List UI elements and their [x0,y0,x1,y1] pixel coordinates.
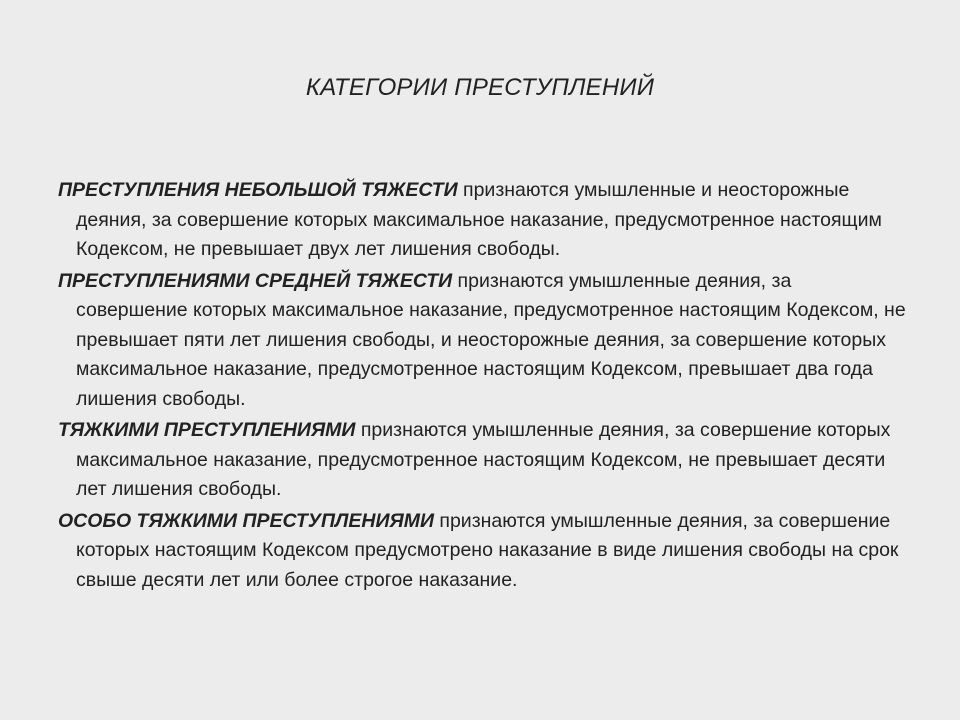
slide-title: КАТЕГОРИИ ПРЕСТУПЛЕНИЙ [305,74,655,101]
term-grave: ТЯЖКИМИ ПРЕСТУПЛЕНИЯМИ [58,419,356,441]
term-medium-gravity: ПРЕСТУПЛЕНИЯМИ СРЕДНЕЙ ТЯЖЕСТИ [58,269,453,292]
paragraph-especially-grave [58,507,906,596]
paragraph-medium-gravity [58,267,906,415]
definition-medium-gravity: признаются умышленные деяния, за совершение которых максимальное наказание, предусмотренное настоящим Кодексом, не превышает пяти лет лишения свободы, и неосторожные деяния, за совершение которых максимальное наказание, предусмотренное настоящим Кодексом, превышает два года лишения свободы. [76,269,906,410]
paragraph-minor-gravity [58,176,906,265]
term-especially-grave: ОСОБО ТЯЖКИМИ ПРЕСТУПЛЕНИЯМИ [58,509,434,532]
definition-grave: признаются умышленные деяния, за совершение которых максимальное наказание, предусмотренное настоящим Кодексом, не превышает десяти лет лишения свободы. [76,419,891,500]
definition-especially-grave: признаются умышленные деяния, за совершение которых настоящим Кодексом предусмотрено наказание в виде лишения свободы на срок свыше десяти лет или более строгое наказание. [76,509,899,591]
term-minor-gravity: ПРЕСТУПЛЕНИЯ НЕБОЛЬШОЙ ТЯЖЕСТИ [58,179,458,201]
definition-minor-gravity: признаются умышленные и неосторожные деяния, за совершение которых максимальное наказание, предусмотренное настоящим Кодексом, не превышает двух лет лишения свободы. [76,179,882,260]
slide-content [58,176,906,597]
paragraph-grave [58,416,906,505]
